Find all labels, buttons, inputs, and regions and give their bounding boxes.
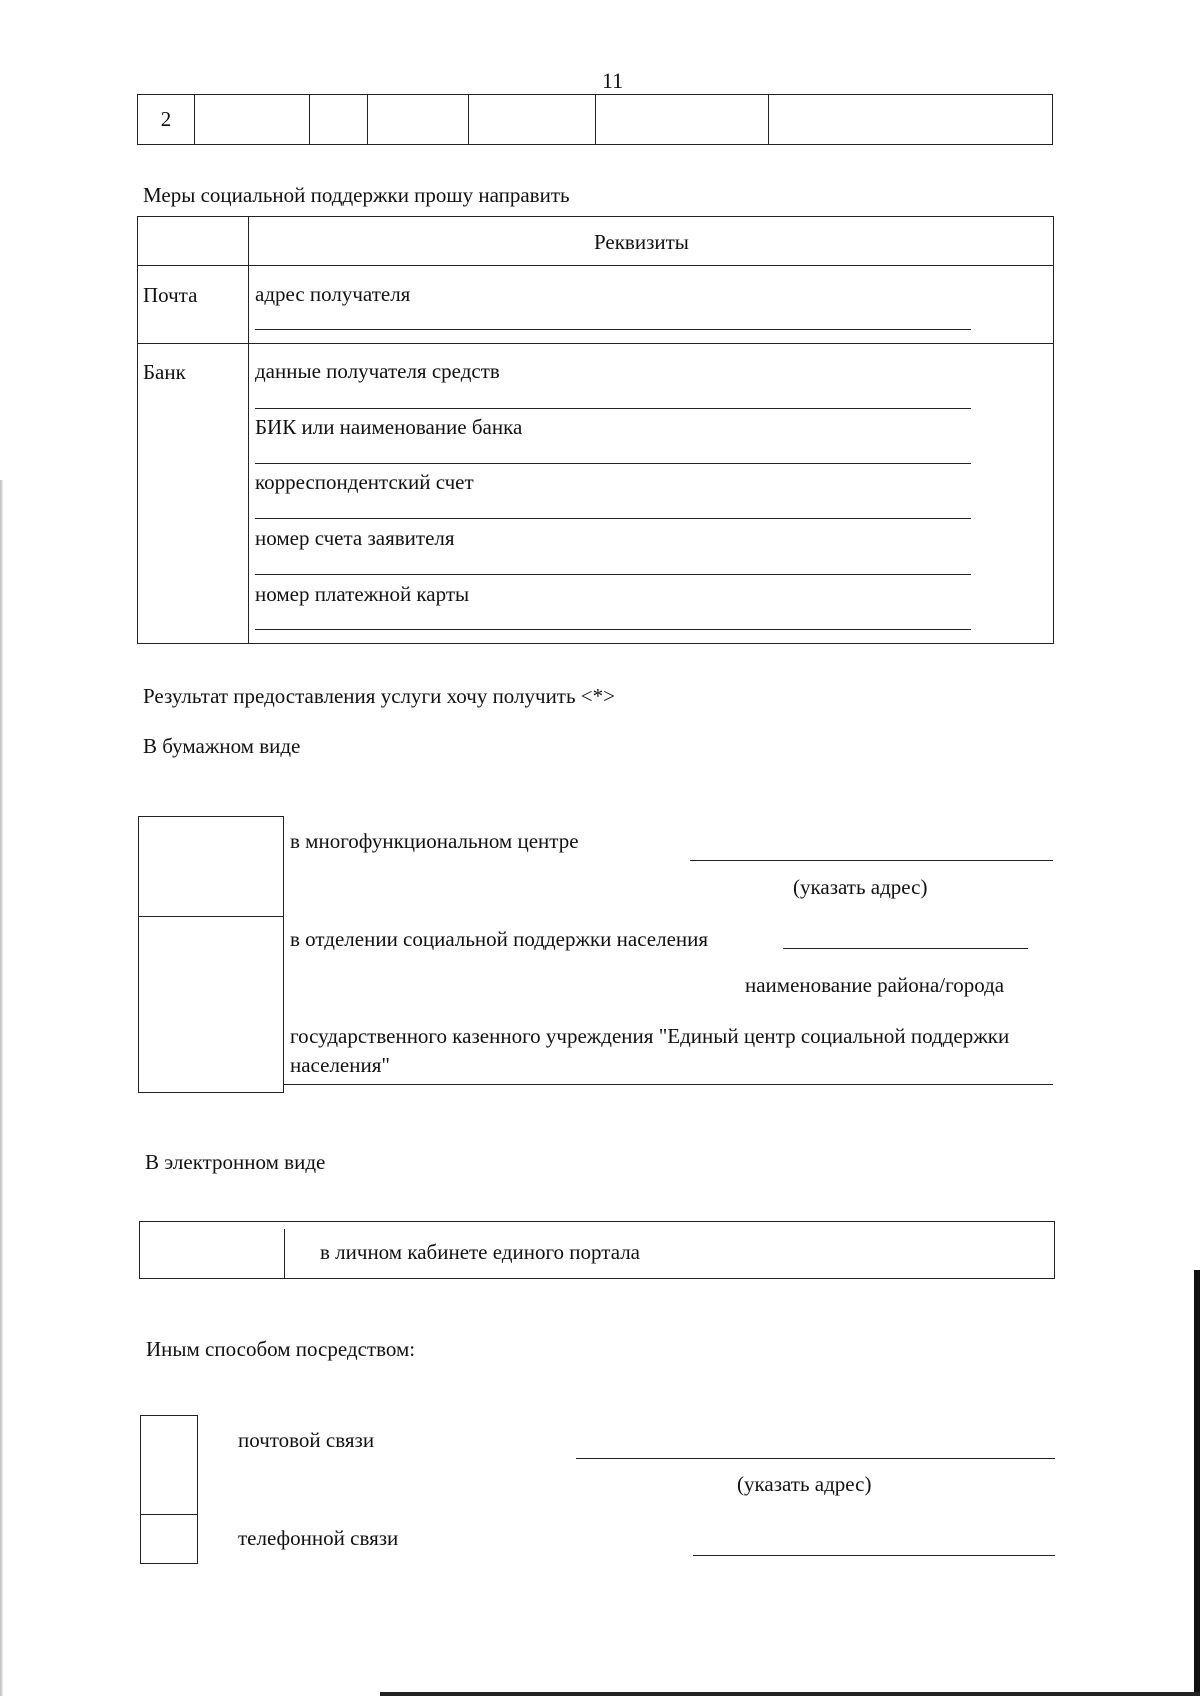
electronic-heading: В электронном виде (145, 1150, 326, 1174)
top-table-cell-1 (138, 95, 195, 145)
requisites-col-divider (248, 216, 249, 644)
dept-label: в отделении социальной поддержки населения (290, 927, 709, 951)
field-applicant-account: номер счета заявителя (255, 526, 455, 550)
page-number: 11 (602, 68, 624, 93)
portal-checkbox[interactable] (139, 1229, 285, 1279)
dept-checkbox[interactable] (138, 916, 284, 1093)
phone-checkbox[interactable] (140, 1514, 198, 1564)
delivery-heading: Меры социальной поддержки прошу направить (143, 183, 570, 207)
top-table-cell-3 (310, 95, 368, 145)
applicant-account-line[interactable] (255, 574, 971, 575)
card-number-line[interactable] (255, 629, 971, 630)
row-label-bank: Банк (143, 360, 186, 384)
mfc-label: в многофункциональном центре (290, 829, 579, 853)
dept-area-line[interactable] (783, 948, 1028, 949)
bic-line[interactable] (255, 463, 971, 464)
top-table-cell-text: 2 (160, 107, 172, 131)
corr-account-line[interactable] (255, 518, 971, 519)
mfc-checkbox[interactable] (138, 816, 284, 917)
postal-checkbox[interactable] (140, 1415, 198, 1515)
mfc-hint: (указать адрес) (793, 875, 928, 899)
postal-address-line[interactable] (576, 1458, 1055, 1459)
field-bic: БИК или наименование банка (255, 415, 523, 439)
portal-label: в личном кабинете единого портала (320, 1240, 641, 1264)
row-label-post: Почта (143, 283, 198, 307)
scan-edge-left (0, 480, 3, 1696)
postal-hint: (указать адрес) (737, 1472, 872, 1496)
scan-edge-right (1194, 1270, 1200, 1696)
paper-heading: В бумажном виде (143, 734, 301, 758)
top-table-cell-6 (596, 95, 769, 145)
dept-org-underline (284, 1084, 1053, 1085)
field-card-number: номер платежной карты (255, 582, 470, 606)
top-table-cell-5 (469, 95, 596, 145)
phone-label: телефонной связи (238, 1526, 399, 1550)
scan-edge-bottom (380, 1692, 1200, 1696)
recipient-address-line[interactable] (255, 329, 971, 330)
other-heading: Иным способом посредством: (146, 1337, 416, 1361)
top-table-cell-4 (368, 95, 469, 145)
field-recipient-data: данные получателя средств (255, 359, 500, 383)
field-corr-account: корреспондентский счет (255, 470, 474, 494)
dept-hint: наименование района/города (745, 973, 1005, 997)
top-table-cell-2 (195, 95, 310, 145)
dept-org: государственного казенного учреждения "Единый центр социальной поддержки населения" (290, 1024, 1010, 1077)
field-recipient-address: адрес получателя (255, 282, 411, 306)
mfc-address-line[interactable] (690, 860, 1053, 861)
requisites-header-divider (137, 265, 1054, 266)
phone-line[interactable] (693, 1555, 1055, 1556)
recipient-data-line[interactable] (255, 408, 971, 409)
requisites-row-divider (137, 343, 1054, 344)
requisites-header: Реквизиты (594, 230, 689, 254)
top-table-cell-7 (769, 95, 1053, 145)
result-heading: Результат предоставления услуги хочу получить <*> (143, 684, 615, 708)
postal-label: почтовой связи (238, 1428, 375, 1452)
top-table (137, 94, 1053, 145)
